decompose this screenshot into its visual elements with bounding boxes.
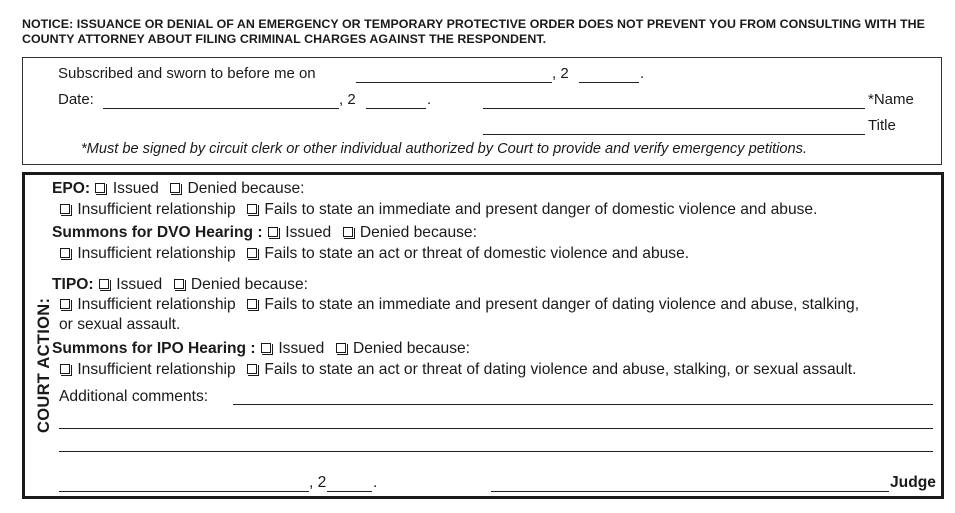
period: .	[373, 474, 378, 491]
comments-line-3[interactable]	[59, 451, 933, 452]
tipo-danger-checkbox[interactable]	[247, 299, 257, 309]
ipo-issued-label: Issued	[278, 340, 325, 357]
epo-issued-checkbox[interactable]	[95, 183, 105, 193]
dvo-row	[52, 224, 477, 242]
epo-issued-label: Issued	[112, 180, 159, 197]
tipo-relationship-label: Insufficient relationship	[77, 296, 236, 313]
ipo-relationship-label: Insufficient relationship	[77, 361, 236, 378]
dvo-relationship-label: Insufficient relationship	[77, 245, 236, 262]
ipo-denied-label: Denied because:	[352, 340, 470, 357]
tipo-issued-checkbox[interactable]	[99, 279, 109, 289]
epo-relationship-checkbox[interactable]	[60, 204, 70, 214]
court-action-label: COURT ACTION:	[35, 297, 53, 433]
tipo-denied-label: Denied because:	[190, 276, 308, 293]
judge-date-field[interactable]	[59, 491, 309, 492]
judge-year-prefix: , 2	[309, 474, 327, 491]
dvo-relationship-checkbox[interactable]	[60, 248, 70, 258]
epo-relationship-label: Insufficient relationship	[77, 201, 236, 218]
ipo-reasons-row	[59, 361, 856, 379]
dvo-denied-label: Denied because:	[359, 224, 477, 241]
date-label: Date:	[58, 91, 94, 108]
name-signature-field[interactable]	[483, 108, 865, 109]
subscribed-label: Subscribed and sworn to before me on	[58, 65, 316, 82]
signature-footnote: *Must be signed by circuit clerk or other individual authorized by Court to provide and verify emergency petitions.	[81, 141, 807, 157]
tipo-danger-label: Fails to state an immediate and present danger of dating violence and abuse, stalking,	[264, 296, 860, 313]
subscribed-date-field[interactable]	[356, 82, 552, 83]
tipo-heading: TIPO:	[52, 276, 94, 293]
tipo-issued-label: Issued	[116, 276, 163, 293]
date-field[interactable]	[103, 108, 339, 109]
subscribed-year-field[interactable]	[579, 82, 639, 83]
tipo-relationship-checkbox[interactable]	[60, 299, 70, 309]
epo-heading: EPO:	[52, 180, 91, 197]
ipo-row	[52, 340, 470, 358]
epo-danger-label: Fails to state an immediate and present danger of domestic violence and abuse.	[264, 201, 818, 218]
ipo-heading: Summons for IPO Hearing :	[52, 340, 256, 357]
title-field[interactable]	[483, 134, 865, 135]
epo-reasons-row	[59, 201, 817, 219]
court-action-section	[22, 172, 944, 499]
dvo-threat-label: Fails to state an act or threat of domestic violence and abuse.	[264, 245, 690, 262]
dvo-heading: Summons for DVO Hearing :	[52, 224, 263, 241]
epo-row	[52, 180, 305, 198]
tipo-denied-checkbox[interactable]	[174, 279, 184, 289]
ipo-relationship-checkbox[interactable]	[60, 364, 70, 374]
comments-label: Additional comments:	[59, 388, 209, 405]
judge-label: Judge	[890, 474, 936, 491]
comments-line-2[interactable]	[59, 428, 933, 429]
dvo-reasons-row	[59, 245, 689, 263]
tipo-reasons-row	[59, 296, 859, 314]
epo-danger-checkbox[interactable]	[247, 204, 257, 214]
ipo-threat-checkbox[interactable]	[247, 364, 257, 374]
epo-denied-checkbox[interactable]	[170, 183, 180, 193]
period: .	[640, 65, 645, 82]
dvo-issued-checkbox[interactable]	[268, 227, 278, 237]
tipo-row	[52, 276, 308, 294]
name-label: *Name	[868, 91, 914, 108]
dvo-denied-checkbox[interactable]	[343, 227, 353, 237]
epo-denied-label: Denied because:	[187, 180, 305, 197]
ipo-issued-checkbox[interactable]	[261, 343, 271, 353]
tipo-reasons-continued: or sexual assault.	[59, 316, 181, 333]
ipo-denied-checkbox[interactable]	[336, 343, 346, 353]
subscribed-year-prefix: , 2	[552, 65, 569, 82]
comments-line-1[interactable]	[233, 404, 933, 405]
notice-text: NOTICE: ISSUANCE OR DENIAL OF AN EMERGENCY OR TEMPORARY PROTECTIVE ORDER DOES NOT PREVENT YOU FROM CONSULTING WITH THE COUNTY ATTORNEY ABOUT FILING CRIMINAL CHARGES AGAINST THE RESPONDENT.	[22, 17, 925, 46]
dvo-issued-label: Issued	[285, 224, 332, 241]
date-year-field[interactable]	[366, 108, 426, 109]
period: .	[427, 91, 432, 108]
dvo-threat-checkbox[interactable]	[247, 248, 257, 258]
sworn-section	[22, 57, 942, 165]
ipo-threat-label: Fails to state an act or threat of dating violence and abuse, stalking, or sexual assault.	[264, 361, 857, 378]
date-year-prefix: , 2	[339, 91, 356, 108]
judge-signature-field[interactable]	[491, 491, 889, 492]
title-label: Title	[868, 117, 896, 134]
judge-year-field[interactable]	[327, 491, 372, 492]
